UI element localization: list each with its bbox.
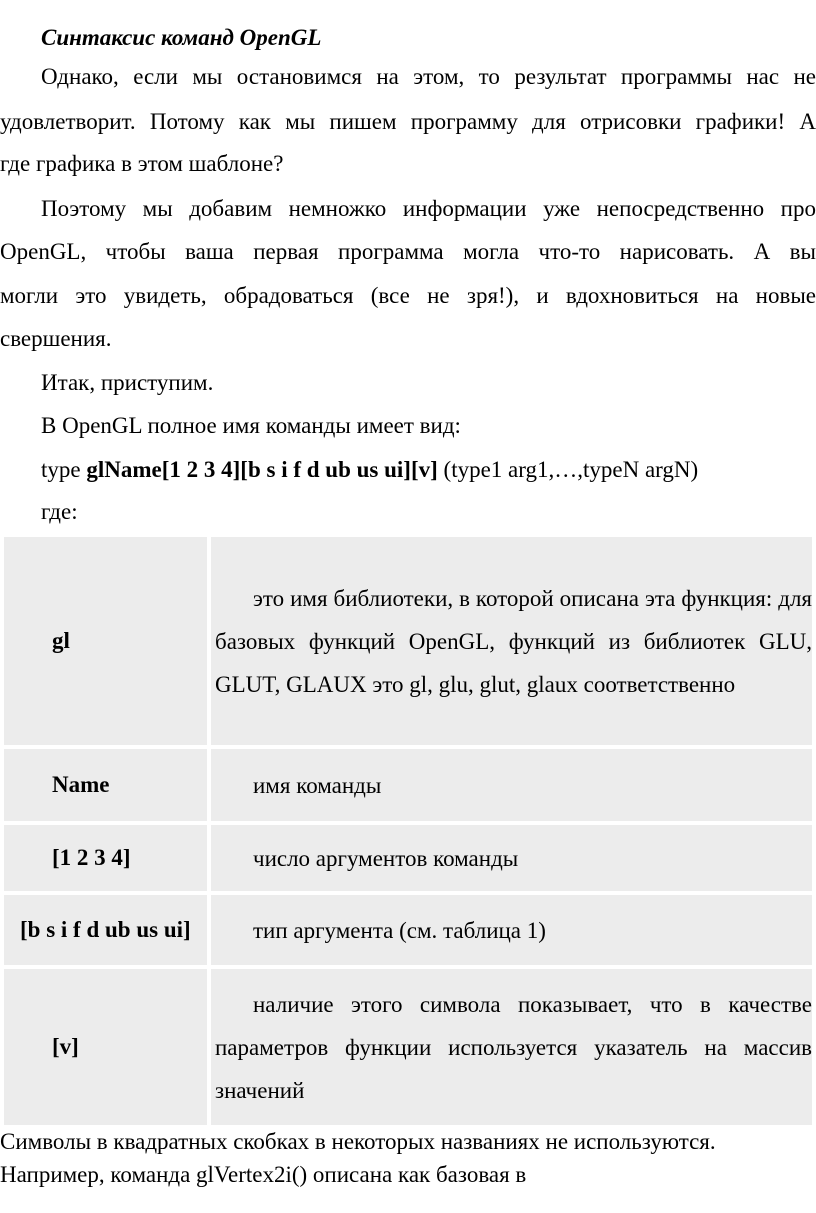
syntax-line: [41, 455, 698, 485]
footer-line2: Например, команда glVertex2i() описана как базовая в: [0, 1162, 527, 1187]
table-row: [2, 747, 814, 823]
term-cell: Name: [2, 747, 209, 823]
syntax-args: (type1 arg1,…,typeN argN): [437, 457, 699, 482]
para2-line3: могли это увидеть, обрадоваться (все не зря!), и вдохновиться на новые: [0, 283, 816, 308]
table-row: [2, 823, 814, 893]
syntax-prefix: type: [41, 457, 87, 482]
para1-line1: Однако, если мы остановимся на этом, то результат программы нас не: [41, 64, 816, 89]
syntax-intro: В OpenGL полное имя команды имеет вид:: [41, 413, 461, 438]
desc-cell: наличие этого символа показывает, что в качестве параметров функции используется указатель на массив значений: [209, 967, 814, 1127]
para2-line4: свершения.: [0, 326, 112, 351]
term-cell: [b s i f d ub us ui]: [2, 893, 209, 967]
syntax-command: glName[1 2 3 4][b s i f d ub us ui][v]: [86, 457, 438, 482]
intro-line: Итак, приступим.: [41, 370, 214, 395]
definitions-table: [0, 533, 816, 1129]
table-row: [2, 535, 814, 747]
term-cell: [1 2 3 4]: [2, 823, 209, 893]
para2-line1: Поэтому мы добавим немножко информации уже непосредственно про: [41, 196, 816, 221]
table-row: [2, 967, 814, 1127]
section-heading: Синтаксис команд OpenGL: [41, 25, 322, 50]
term-cell: [v]: [2, 967, 209, 1127]
table-row: [2, 893, 814, 967]
desc-cell: тип аргумента (см. таблица 1): [209, 893, 814, 967]
para1-line2: удовлетворит. Потому как мы пишем программу для отрисовки графики! А: [0, 109, 816, 134]
desc-cell: число аргументов команды: [209, 823, 814, 893]
para2-line2: OpenGL, чтобы ваша первая программа могла что-то нарисовать. А вы: [0, 239, 816, 264]
desc-cell: это имя библиотеки, в которой описана эта функция: для базовых функций OpenGL, функций из библиотек GLU, GLUT, GLAUX это gl, glu, glut, glaux соответственно: [209, 535, 814, 747]
term-cell: gl: [2, 535, 209, 747]
desc-cell: имя команды: [209, 747, 814, 823]
where-label: где:: [41, 499, 78, 524]
footer-line1: Символы в квадратных скобках в некоторых названиях не используются.: [0, 1129, 716, 1154]
para1-line3: где графика в этом шаблоне?: [0, 151, 284, 176]
